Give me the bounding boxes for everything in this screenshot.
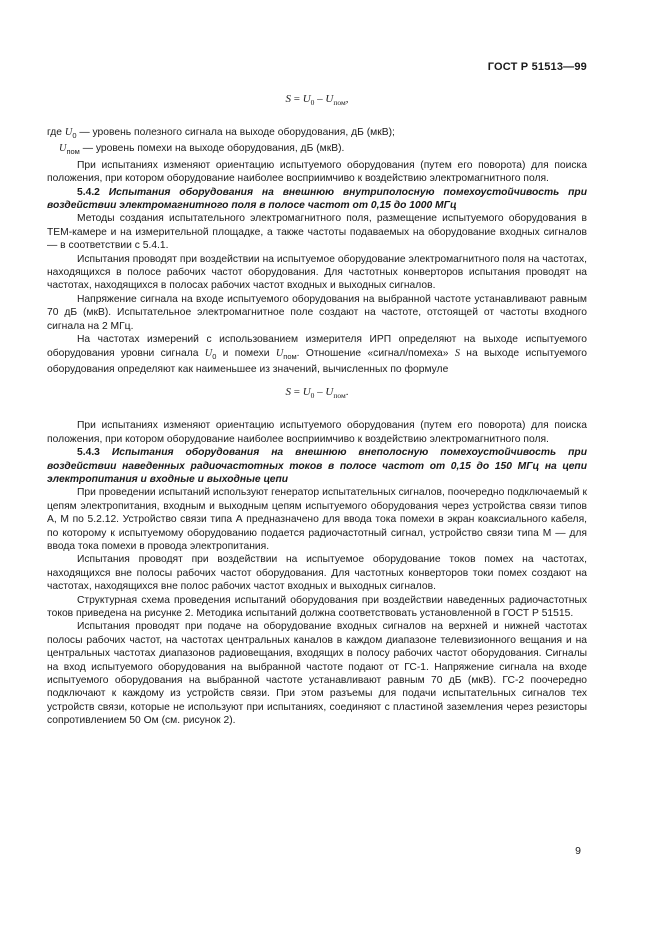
formula-snr-1: $S = U_0 - U_{пом}$, [285,93,349,107]
definition-upom: $U_{пом}$ — уровень помехи на выходе оборудования, дБ (мкВ). [59,143,345,157]
paragraph-tests-currents: Испытания проводят при воздействии на испытуемое оборудование токов помех на частотах, находящихся вне полосы рабочих частот оборудования. Для частотных конверторов токи помех создают на частотах, находящихся вне полос рабочих частот входных и выходных сигналов. [47,554,587,593]
paragraph-methods: Методы создания испытательного электромагнитного поля, размещение испытуемого оборудования в ТЕМ-камере и на измерительной площадке, а также частоты подаваемых на оборудование входных сигналов — в соответствии с 5.4.1. [47,213,587,252]
paragraph-procedure: Испытания проводят при подаче на оборудование входных сигналов на верхней и нижней частотах полосы рабочих частот, на частотах центральных каналов в каждом диапазоне телевизионного вещания и на центральных частотах диапазонов радиовещания, входящих в полосу рабочих частот оборудования. Сигналы на вход испытуемого оборудования на выбранной частоте подают от ГС-1. Напряжение сигнала на входе испытуемого оборудования на выбранной частоте устанавливают равным 70 дБ (мкВ). ГС-2 поочередно подключают к каждому из устройств связи. При этом разъемы для подачи испытательных сигналов тех устройств связи, которые не используют при испытаниях, соединяют с пластиной заземления через резисторы сопротивлением 50 Ом (см. рисунок 2). [47,621,587,727]
formula-snr-2: $S = U_0 - U_{пом}$. [285,386,349,401]
section-5-4-3-heading: 5.4.3 Испытания оборудования на внешнюю внеполосную помехоустойчивость при воздействии наведенных радиочастотных токов в полосе частот от 0,15 до 150 МГц на цепи электропитания и входные и выходные цепи [47,447,587,485]
definition-u0: где $U_0$ — уровень полезного сигнала на выходе оборудования, дБ (мкВ); [47,127,395,140]
paragraph-orientation-2: При испытаниях изменяют ориентацию испытуемого оборудования (путем его поворота) для поиска положения, при котором оборудование наиболее восприимчиво к воздействию электромагнитного поля. [47,420,587,445]
document-body [47,90,587,728]
page-number: 9 [575,845,581,857]
paragraph-generator: При проведении испытаний используют генератор испытательных сигналов, поочередно подключаемый к цепям электропитания, входным и выходным цепям испытуемого оборудования через устройства связи типов А, М по 5.2.12. Устройство связи типа А предназначено для ввода тока помехи в экран коаксиального кабеля, по которому к испытуемому оборудованию подается радиочастотный сигнал, устройство связи типа М — для ввода тока помехи в провода электропитания. [47,487,587,552]
standard-number: ГОСТ Р 51513—99 [487,61,587,73]
paragraph-orientation-1: При испытаниях изменяют ориентацию испытуемого оборудования (путем его поворота) для поиска положения, при котором оборудование наиболее восприимчиво к воздействию электромагнитного поля. [47,159,587,185]
section-5-4-2-heading: 5.4.2 Испытания оборудования на внешнюю внутриполосную помехоустойчивость при воздействии электромагнитного поля в полосе частот от 0,15 до 1000 МГц [47,186,587,212]
paragraph-tests-field: Испытания проводят при воздействии на испытуемое оборудование электромагнитного поля на частотах, находящихся в полосе рабочих частот оборудования. Для частотных конверторов испытания проводят на частотах, находящихся в полосах рабочих частот входных и выходных сигналов. [47,253,587,292]
paragraph-structure: Структурная схема проведения испытаний оборудования при воздействии наведенных радиочастотных токов приведена на рисунке 2. Методика испытаний должна соответствовать установленной в ГОСТ Р 51515. [47,594,587,619]
paragraph-measurement: На частотах измерений с использованием измерителя ИРП определяют на выходе испытуемого оборудования уровни сигнала $U_0$ и помехи $U_{пом}$. Отношение «сигнал/помеха» S на выходе испытуемого оборудования определяют как наименьшее из значений, вычисленных по формуле [47,334,587,375]
paragraph-voltage: Напряжение сигнала на входе испытуемого оборудования на выбранной частоте устанавливают равным 70 дБ (мкВ). Испытательное электромагнитное поле создают на частоте, отстоящей от частоты входного сигнала на 2 МГц. [47,293,587,332]
